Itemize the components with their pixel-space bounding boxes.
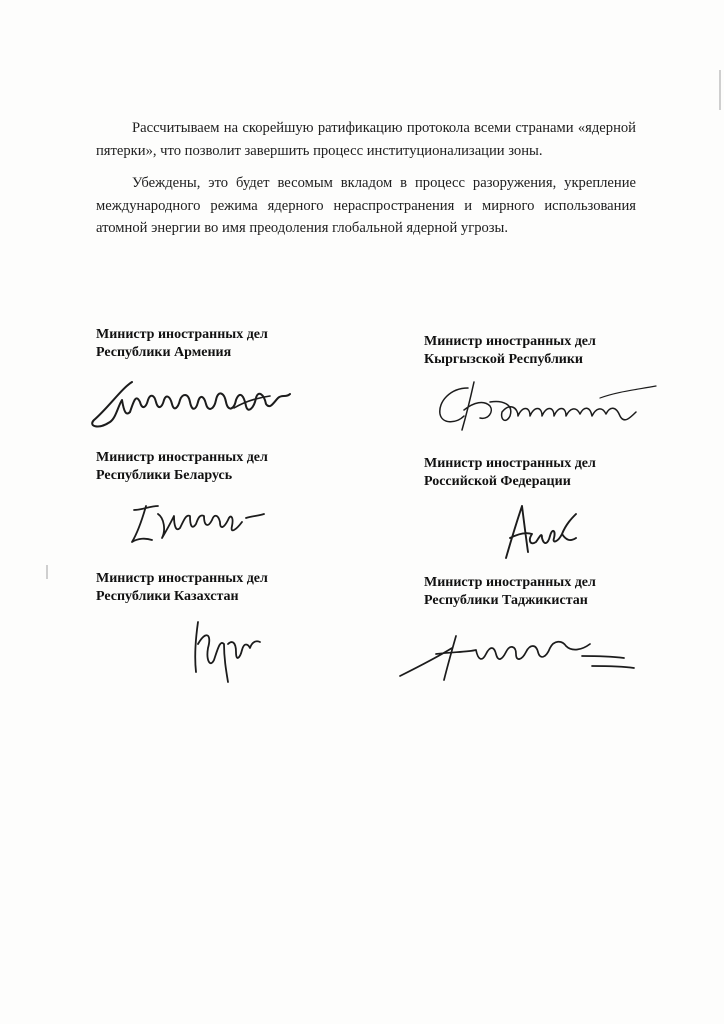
- signatory-title: Министр иностранных дел: [424, 334, 596, 349]
- signatory-title: Министр иностранных дел: [424, 456, 596, 471]
- signatory-tajikistan: [424, 574, 596, 610]
- signature-kazakhstan: [184, 614, 264, 688]
- signatory-country: Республики Беларусь: [96, 468, 233, 483]
- signatory-kyrgyzstan: [424, 333, 596, 369]
- signatory-belarus: [96, 449, 268, 485]
- paragraph-ratification: Рассчитываем на скорейшую ратификацию протокола всеми странами «ядерной пятерки», что позволит завершить процесс институционализации зоны.: [96, 120, 636, 159]
- signature-tajikistan: [396, 624, 644, 686]
- signatory-title: Министр иностранных дел: [96, 327, 268, 342]
- signatory-kazakhstan: [96, 570, 268, 606]
- paragraph-disarmament: Убеждены, это будет весомым вкладом в процесс разоружения, укрепление международного режима ядерного нераспространения и мирного использования атомной энергии во имя преодоления глобальной ядерной угрозы.: [96, 175, 636, 236]
- signatory-country: Российской Федерации: [424, 474, 571, 489]
- signatory-title: Министр иностранных дел: [96, 450, 268, 465]
- signatory-russia: [424, 455, 596, 491]
- body-text: [96, 117, 636, 250]
- signatory-title: Министр иностранных дел: [424, 575, 596, 590]
- signature-russia: [496, 500, 592, 566]
- scan-edge-mark: [46, 565, 48, 579]
- signatory-country: Республики Казахстан: [96, 589, 239, 604]
- signatory-armenia: [96, 326, 268, 362]
- signatory-country: Кыргызской Республики: [424, 352, 583, 367]
- signature-kyrgyzstan: [430, 372, 662, 442]
- signatory-title: Министр иностранных дел: [96, 571, 268, 586]
- signature-armenia: [84, 360, 299, 435]
- scan-edge-mark: [719, 70, 721, 110]
- signatory-country: Республики Таджикистан: [424, 593, 588, 608]
- signature-belarus: [124, 492, 269, 552]
- signatory-country: Республики Армения: [96, 345, 232, 360]
